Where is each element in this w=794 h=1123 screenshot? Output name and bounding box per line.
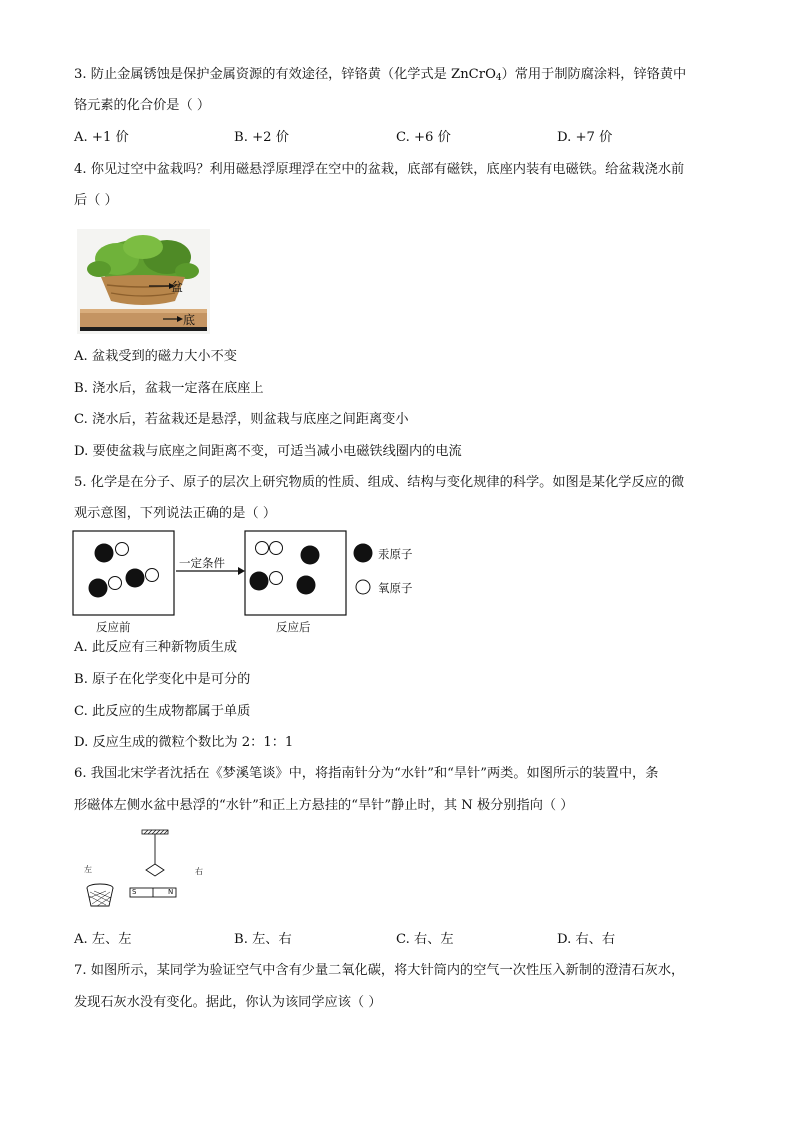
after-label: 反应后	[276, 620, 311, 634]
q4-option-a[interactable]: A. 盆栽受到的磁力大小不变	[74, 349, 237, 364]
q5-stem-line1: 5. 化学是在分子、原子的层次上研究物质的性质、组成、结构与变化规律的科学。如图是某化学反应的微	[74, 475, 685, 490]
dry-needle	[146, 864, 164, 876]
compass-figure	[80, 828, 210, 914]
q6-option-c[interactable]: C. 右、左	[396, 932, 454, 947]
q3-stem-line2: 铬元素的化合价是（ ）	[74, 98, 211, 113]
q3-option-d[interactable]: D. +7 价	[557, 130, 613, 145]
reaction-diagram	[72, 530, 432, 636]
q6-stem-line2: 形磁体左侧水盆中悬浮的“水针”和正上方悬挂的“旱针”静止时，其 N 极分别指向（ ）	[74, 798, 574, 813]
q4-stem-line2: 后（ ）	[74, 193, 118, 208]
q5-option-b[interactable]: B. 原子在化学变化中是可分的	[74, 672, 251, 687]
q6-option-d[interactable]: D. 右、右	[557, 932, 616, 947]
q6-option-a[interactable]: A. 左、左	[74, 932, 132, 947]
legend-o-icon	[356, 580, 370, 594]
legend-hg-icon	[354, 544, 373, 563]
q3-stem-line1	[74, 66, 686, 87]
pot-label: 盆	[171, 280, 184, 294]
floating-plant-figure	[77, 229, 210, 334]
q3-subscript: 4	[495, 73, 502, 83]
q7-stem-line2: 发现石灰水没有变化。据此，你认为该同学应该（ ）	[74, 995, 382, 1010]
legend-hg-label: 汞原子	[378, 547, 413, 561]
condition-label: 一定条件	[179, 556, 225, 570]
q4-stem-line1: 4. 你见过空中盆栽吗？利用磁悬浮原理浮在空中的盆栽，底部有磁铁，底座内装有电磁铁。给盆栽浇水前	[74, 162, 685, 177]
base-label: 底	[183, 313, 196, 327]
right-label: 右	[195, 867, 203, 876]
magnet-s-label: S	[132, 888, 137, 896]
magnet-n-label: N	[168, 888, 174, 896]
compass-svg	[80, 828, 210, 914]
q4-option-b[interactable]: B. 浇水后，盆栽一定落在底座上	[74, 381, 264, 396]
legend-o-label: 氧原子	[378, 581, 413, 595]
q5-option-d[interactable]: D. 反应生成的微粒个数比为 2：1：1	[74, 735, 294, 750]
q4-option-c[interactable]: C. 浇水后，若盆栽还是悬浮，则盆栽与底座之间距离变小	[74, 412, 409, 427]
q3-option-a[interactable]: A. +1 价	[74, 130, 129, 145]
q6-option-b[interactable]: B. 左、右	[234, 932, 292, 947]
q5-option-a[interactable]: A. 此反应有三种新物质生成	[74, 640, 237, 655]
q5-stem-line2: 观示意图，下列说法正确的是（ ）	[74, 506, 277, 521]
q3-option-b[interactable]: B. +2 价	[234, 130, 289, 145]
q6-stem-line1: 6. 我国北宋学者沈括在《梦溪笔谈》中，将指南针分为“水针”和“旱针”两类。如图所示的装置中，条	[74, 766, 659, 781]
q3-stem-a: 3. 防止金属锈蚀是保护金属资源的有效途径，锌铬黄（化学式是 ZnCrO	[74, 67, 496, 82]
q3-stem-b: ）常用于制防腐涂料，锌铬黄中	[501, 67, 687, 82]
q3-option-c[interactable]: C. +6 价	[396, 130, 451, 145]
q7-stem-line1: 7. 如图所示，某同学为验证空气中含有少量二氧化碳，将大针筒内的空气一次性压入新制的澄清石灰水，	[74, 963, 685, 978]
q4-option-d[interactable]: D. 要使盆栽与底座之间距离不变，可适当减小电磁铁线圈内的电流	[74, 444, 462, 459]
before-label: 反应前	[96, 620, 131, 634]
q5-option-c[interactable]: C. 此反应的生成物都属于单质	[74, 704, 251, 719]
left-label: 左	[84, 865, 92, 874]
